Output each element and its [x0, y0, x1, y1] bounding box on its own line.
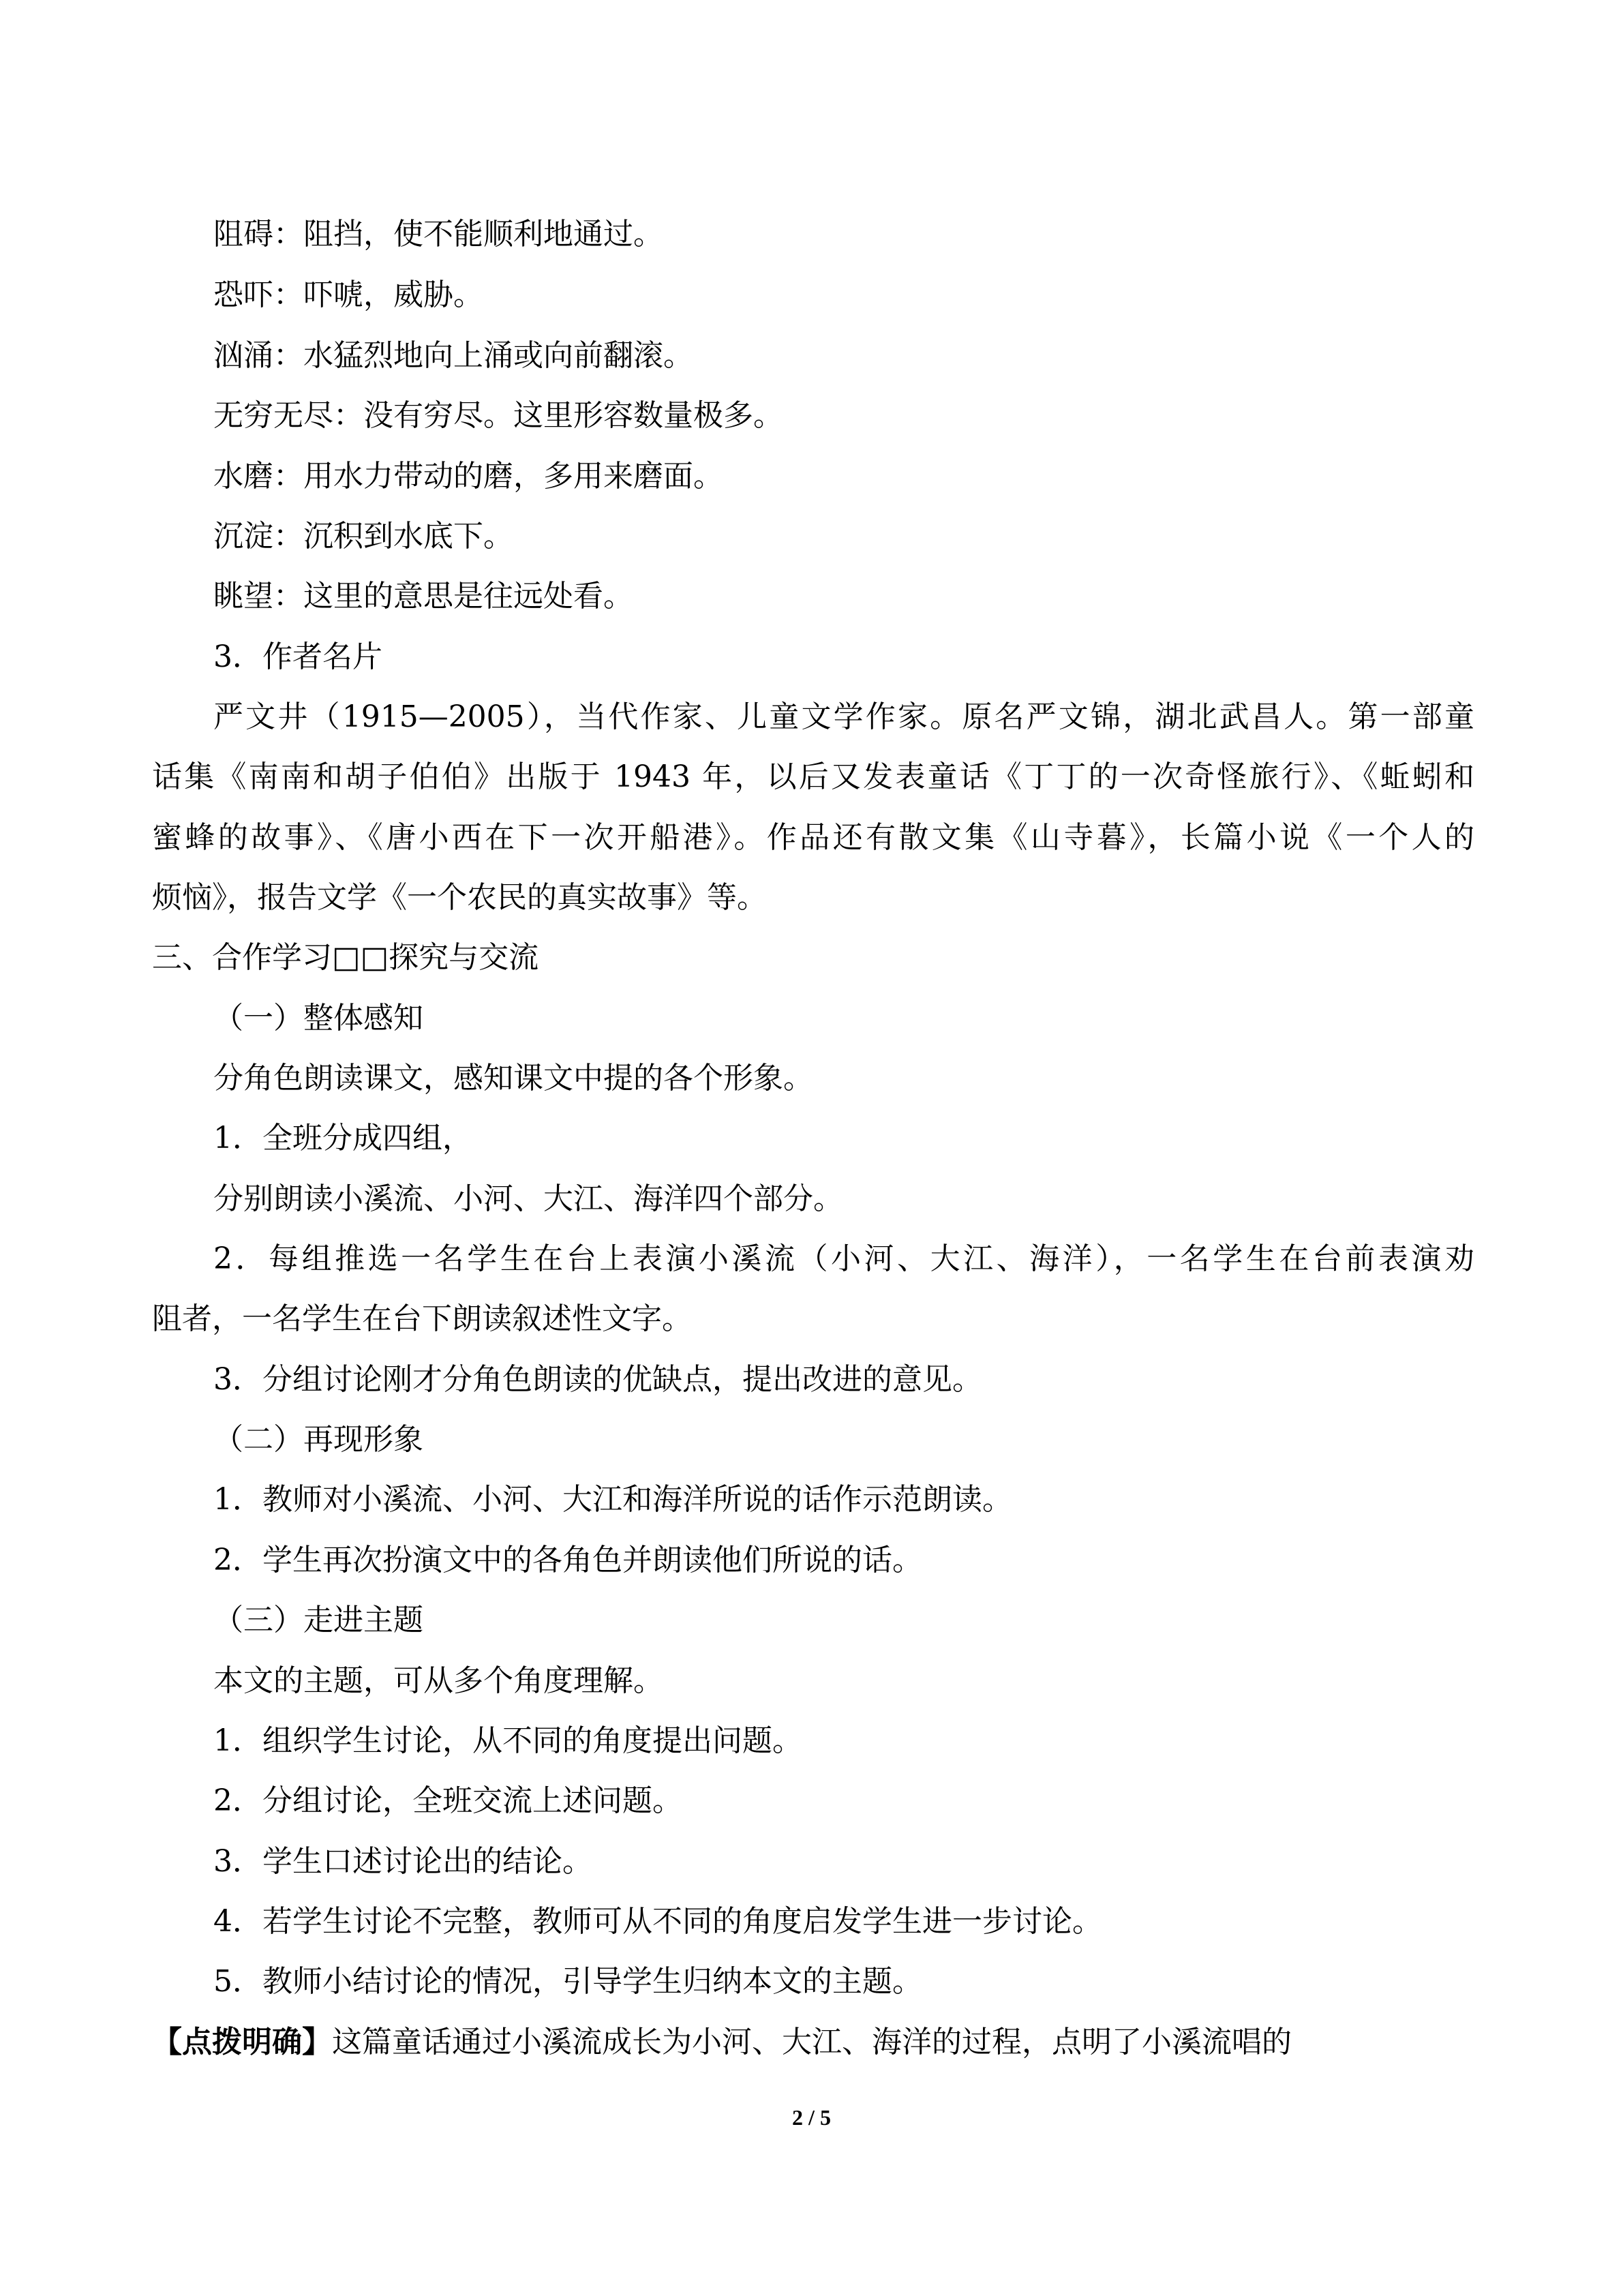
author-paragraph-line-1: 严文井（1915—2005），当代作家、儿童文学作家。原名严文锦，湖北武昌人。第一部童	[213, 699, 1474, 734]
list-item-3: 3．分组讨论刚才分角色朗读的优缺点，提出改进的意见。	[213, 1362, 982, 1397]
list-item-2-line-1: 2．每组推选一名学生在台上表演小溪流（小河、大江、海洋），一名学生在台前表演劝	[213, 1241, 1474, 1276]
list-item-teacher-demo: 1．教师对小溪流、小河、大江和海洋所说的话作示范朗读。	[213, 1482, 1012, 1517]
theme-item-5: 5．教师小结讨论的情况，引导学生归纳本文的主题。	[213, 1964, 922, 1999]
theme-item-1: 1．组织学生讨论，从不同的角度提出问题。	[213, 1723, 802, 1758]
author-paragraph-line-3: 蜜蜂的故事》、《唐小西在下一次开船港》。作品还有散文集《山寺暮》，长篇小说《一个人的	[152, 820, 1474, 855]
author-paragraph-line-4: 烦恼》，报告文学《一个农民的真实故事》等。	[152, 880, 767, 915]
author-card-heading: 3．作者名片	[213, 639, 382, 674]
theme-item-2: 2．分组讨论，全班交流上述问题。	[213, 1783, 682, 1818]
definition-tiaowang: 眺望：这里的意思是往远处看。	[213, 579, 633, 614]
list-item-2-line-2: 阻者，一名学生在台下朗读叙述性文字。	[152, 1301, 692, 1336]
note-label: 【点拨明确】	[152, 2025, 332, 2059]
definition-xiongyong: 汹涌：水猛烈地向上涌或向前翻滚。	[213, 338, 693, 373]
list-item-student-roles: 2．学生再次扮演文中的各角色并朗读他们所说的话。	[213, 1543, 922, 1577]
list-item-1-continued: 分别朗读小溪流、小河、大江、海洋四个部分。	[213, 1181, 843, 1216]
definition-shuimo: 水磨：用水力带动的磨，多用来磨面。	[213, 459, 723, 494]
definition-zuai: 阻碍：阻挡，使不能顺利地通过。	[213, 217, 663, 252]
definition-wuqiongwujin: 无穷无尽：没有穷尽。这里形容数量极多。	[213, 398, 783, 433]
section-heading-cooperative-learning: 三、合作学习□□探究与交流	[152, 940, 539, 975]
paragraph-theme-intro: 本文的主题，可从多个角度理解。	[213, 1663, 663, 1698]
page-number: 2 / 5	[792, 2105, 831, 2130]
list-item-1: 1．全班分成四组，	[213, 1121, 472, 1155]
author-paragraph-line-2: 话集《南南和胡子伯伯》出版于 1943 年，以后又发表童话《丁丁的一次奇怪旅行》、《蚯蚓和	[152, 759, 1474, 794]
theme-item-3: 3．学生口述讨论出的结论。	[213, 1844, 592, 1879]
subsection-heading-reproduce: （二）再现形象	[213, 1422, 423, 1457]
subsection-heading-overall: （一）整体感知	[213, 1001, 423, 1036]
theme-item-4: 4．若学生讨论不完整，教师可从不同的角度启发学生进一步讨论。	[213, 1904, 1102, 1939]
paragraph-role-reading: 分角色朗读课文，感知课文中提的各个形象。	[213, 1061, 813, 1096]
definition-chendian: 沉淀：沉积到水底下。	[213, 519, 513, 554]
definition-konghe: 恐吓：吓唬，威胁。	[213, 277, 483, 312]
note-text: 这篇童话通过小溪流成长为小河、大江、海洋的过程，点明了小溪流唱的	[332, 2025, 1292, 2059]
note-paragraph	[152, 2022, 1292, 2063]
subsection-heading-theme: （三）走进主题	[213, 1603, 423, 1637]
